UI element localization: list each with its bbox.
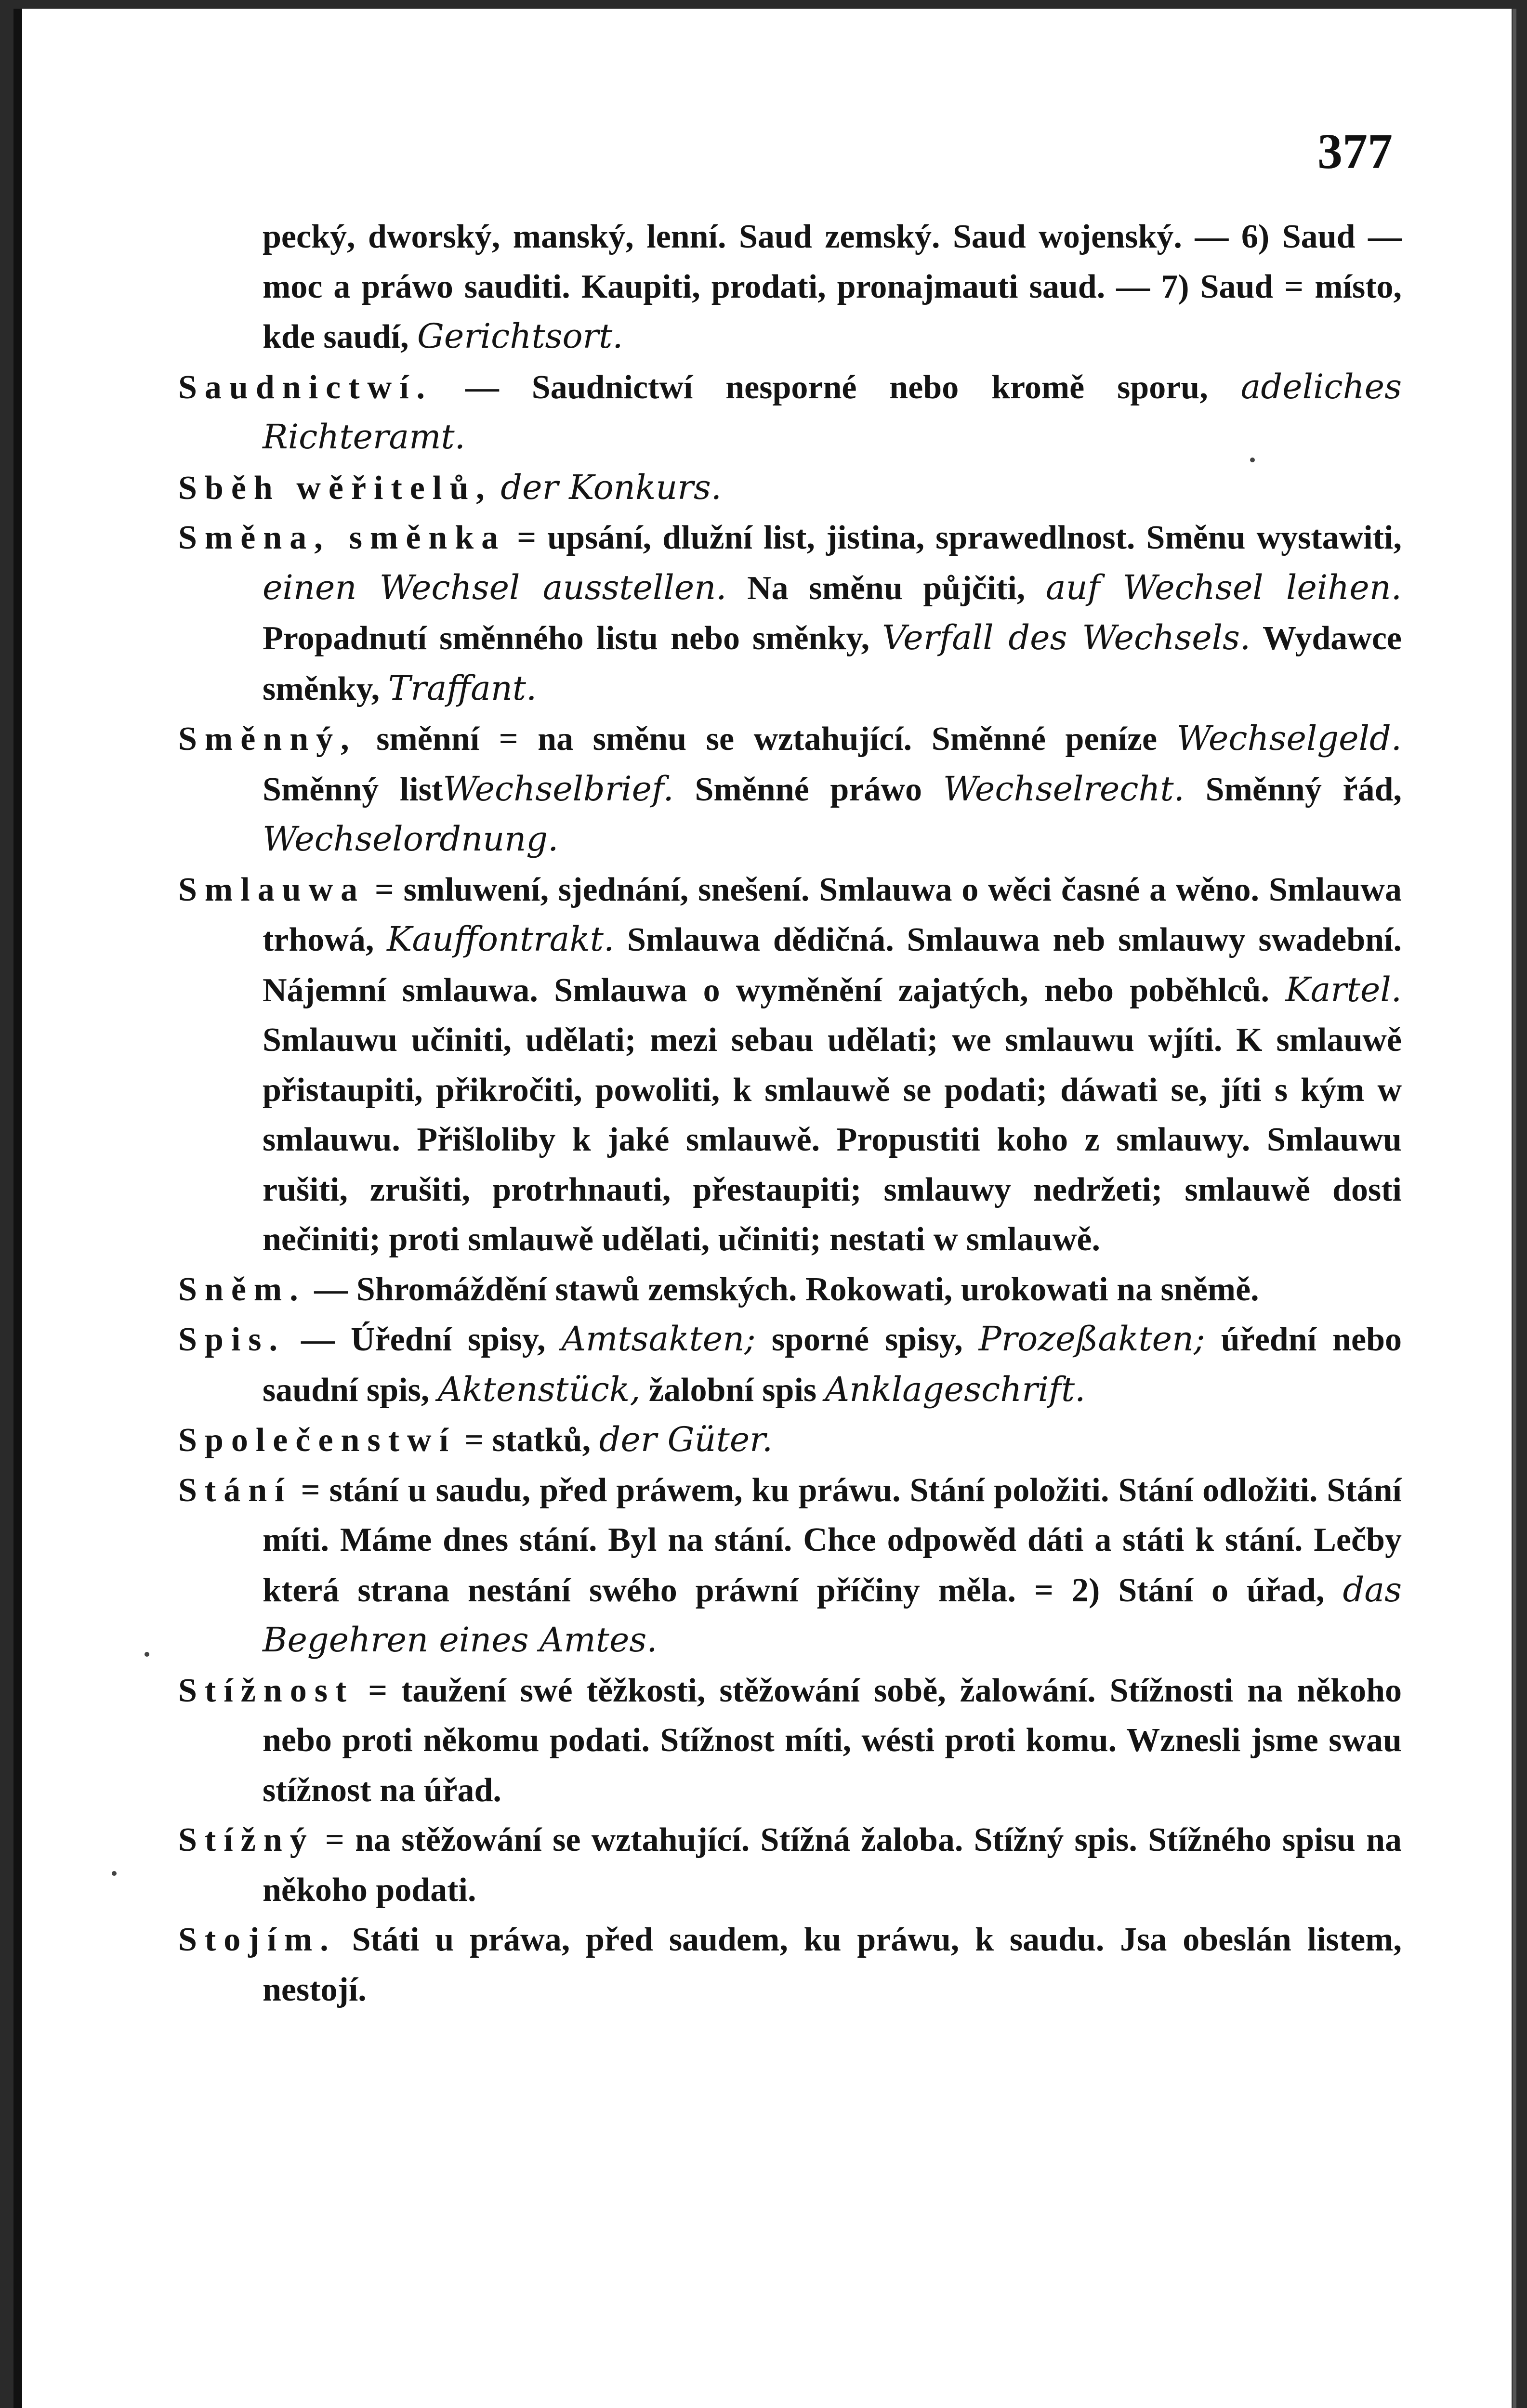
headword: Stojím. [178,1921,336,1958]
dictionary-text [178,212,1402,2015]
headword: Stání [178,1471,292,1509]
headword: Spis. [178,1321,286,1358]
print-speck [145,1652,149,1657]
headword: Sběh wěřitelů, [178,469,492,507]
headword: Smlauwa [178,871,366,908]
headword: Stížný [178,1821,315,1858]
entry-spis: Spis. — Úřední spisy, Amtsakten; sporné spisy, Prozeßakten; úřední nebo saudní spis, Aktenstück, žalobní spis Anklageschrift. [178,1319,1402,1409]
entry-smlauwa: Smlauwa = smluwení, sjednání, snešení. Smlauwa o wěci časné a wěno. Smlauwa trhowá, Kauffontrakt. Smlauwa dědičná. Smlauwa neb smlauwy swadební. Nájemní smlauwa. Smlauwa o wyměnění zajatých, nebo poběhlců. Kartel. Smlauwu učiniti, udělati; mezi sebau udělati; we smlauwu wjíti. K smlauwě přistaupiti, přikročiti, powoliti, k smlauwě se podati; dáwati se, jíti s kým w smlauwu. Přišloliby k jaké smlauwě. Propustiti koho z smlauwy. Smlauwu rušiti, zrušiti, protrhnauti, přestaupiti; smlauwy nedržeti; smlauwě dosti nečiniti; proti smlauwě udělati, učiniti; nestati w smlauwě. [178,871,1402,1258]
entry-snem: Sněm. — Shromáždění stawů zemských. Rokowati, urokowati na sněmě. [178,1270,1259,1308]
entry-stani: Stání = stání u saudu, před práwem, ku práwu. Stání položiti. Stání odložiti. Stání míti. Máme dnes stání. Byl na stání. Chce odpowěd dáti a státi k stání. Lečby která strana nestání swého práwní příčiny měla. = 2) Stání o úřad, das Begehren eines Amtes. [178,1471,1402,1660]
entry-smena: Směna, směnka = upsání, dlužní list, jistina, sprawedlnost. Směnu wystawiti, einen Wechsel ausstellen. Na směnu půjčiti, auf Wechsel leihen. Propadnutí směnného listu nebo směnky, Verfall des Wechsels. Wydawce směnky, Traffant. [178,519,1402,708]
page-number: 377 [1317,124,1393,179]
entry-stojim: Stojím. Státi u práwa, před saudem, ku práwu, k saudu. Jsa obeslán listem, nestojí. [178,1921,1402,2008]
headword: Stížnost [178,1672,355,1709]
entry-saudnictwi: Saudnictwí. — Saudnictwí nesporné nebo kromě sporu, adeliches Richteramt. [178,366,1402,457]
print-speck [1250,458,1255,462]
entry-continuation: pecký, dworský, manský, lenní. Saud zemský. Saud wojenský. — 6) Saud — moc a práwo sauditi. Kaupiti, prodati, pronajmauti saud. — 7) Saud = místo, kde saudí, Gerichtsort. [263,218,1402,356]
headword: Směna, směnka [178,519,506,556]
page-left-edge [13,9,22,2408]
entry-spolecenstwi: Společenstwí = statků, der Güter. [178,1420,773,1459]
entry-stiznost: Stížnost = taužení swé těžkosti, stěžowání sobě, žalowání. Stížnosti na někoho nebo proti někomu podati. Stížnost míti, wésti proti komu. Wznesli jsme swau stížnost na úřad. [178,1672,1402,1809]
entry-smenny: Směnný, směnní = na směnu se wztahující. Směnné peníze Wechselgeld. Směnný listWechselbrief. Směnné práwo Wechselrecht. Směnný řád, Wechselordnung. [178,719,1402,859]
headword: Sněm. [178,1270,306,1308]
print-speck [112,1871,117,1876]
entry-sbeh-woritelu: Sběh wěřitelů, der Konkurs. [178,467,722,507]
entry-stizny: Stížný = na stěžowání se wztahující. Stížná žaloba. Stížný spis. Stížného spisu na někoho podati. [178,1821,1402,1909]
headword: Společenstwí [178,1422,456,1459]
page-right-edge [1513,9,1516,2408]
headword: Směnný, [178,720,357,758]
headword: Saudnictwí. [178,368,433,406]
